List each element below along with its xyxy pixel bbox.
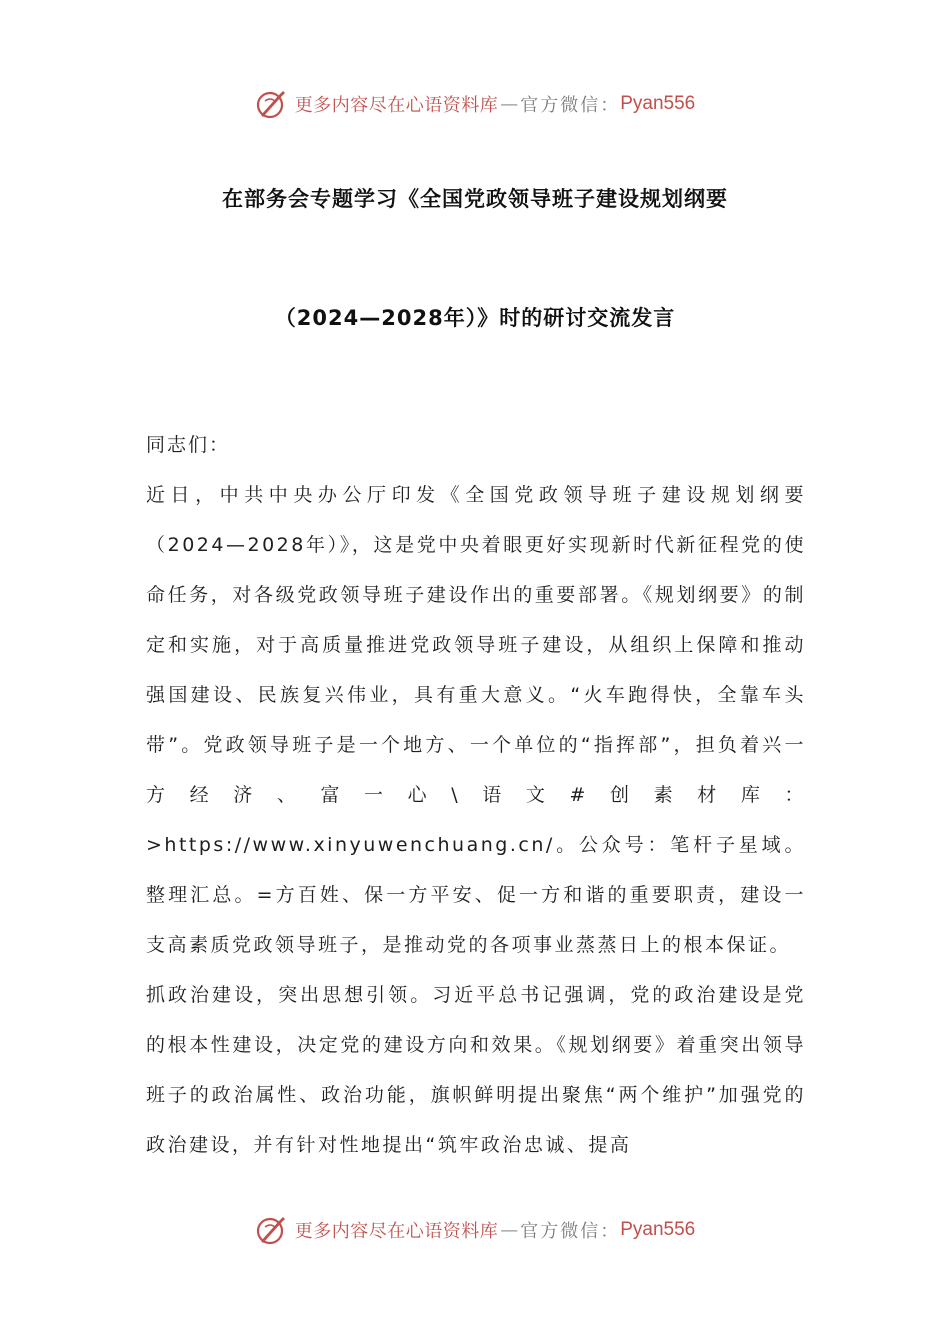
document-title-line1: 在部务会专题学习《全国党政领导班子建设规划纲要 — [222, 187, 728, 211]
document-title-line2: （2024—2028年）》时的研讨交流发言 — [274, 306, 676, 330]
paragraph-2: 抓政治建设，突出思想引领。习近平总书记强调，党的政治建设是党的根本性建设，决定党的建设方向和效果。《规划纲要》着重突出领导班子的政治属性、政治功能，旗帜鲜明提出聚焦“两个维护”加强党的政治建设，并有针对性地提出“筑牢政治忠诚、提高 — [146, 984, 806, 1156]
paragraph-1: 近日，中共中央办公厅印发《全国党政领导班子建设规划纲要（2024—2028年）》，这是党中央着眼更好实现新时代新征程党的使命任务，对各级党政领导班子建设作出的重要部署。《规划纲要》的制定和实施，对于高质量推进党政领导班子建设，从组织上保障和推动强国建设、民族复兴伟业，具有重大意义。“火车跑得快，全靠车头带”。党政领导班子是一个地方、一个单位的“指挥部”，担负着兴一方经济、富一心\语文#创素材库：>https://www.xinyuwenchuang.cn/。公众号：笔杆子星域。整理汇总。=方百姓、保一方平安、促一方和谐的重要职责，建设一支高素质党政领导班子，是推动党的各项事业蒸蒸日上的根本保证。 — [146, 484, 806, 956]
banner-official-label: 官方微信： — [520, 95, 621, 116]
greeting: 同志们： — [146, 434, 231, 456]
banner-brand-text: 更多内容尽在心语资料库 — [294, 95, 499, 116]
header-banner — [0, 84, 950, 124]
banner-official-label: 官方微信： — [520, 1221, 621, 1242]
banner-wechat-id: Pyan556 — [620, 1219, 696, 1240]
banner-wechat-id: Pyan556 — [620, 93, 696, 114]
footer-banner — [0, 1210, 950, 1250]
document-body — [146, 420, 806, 1170]
banner-dash: — — [500, 1219, 519, 1241]
pen-logo-icon — [255, 87, 289, 121]
banner-brand-text: 更多内容尽在心语资料库 — [294, 1221, 499, 1242]
banner-dash: — — [500, 93, 519, 115]
pen-logo-icon — [255, 1213, 289, 1247]
